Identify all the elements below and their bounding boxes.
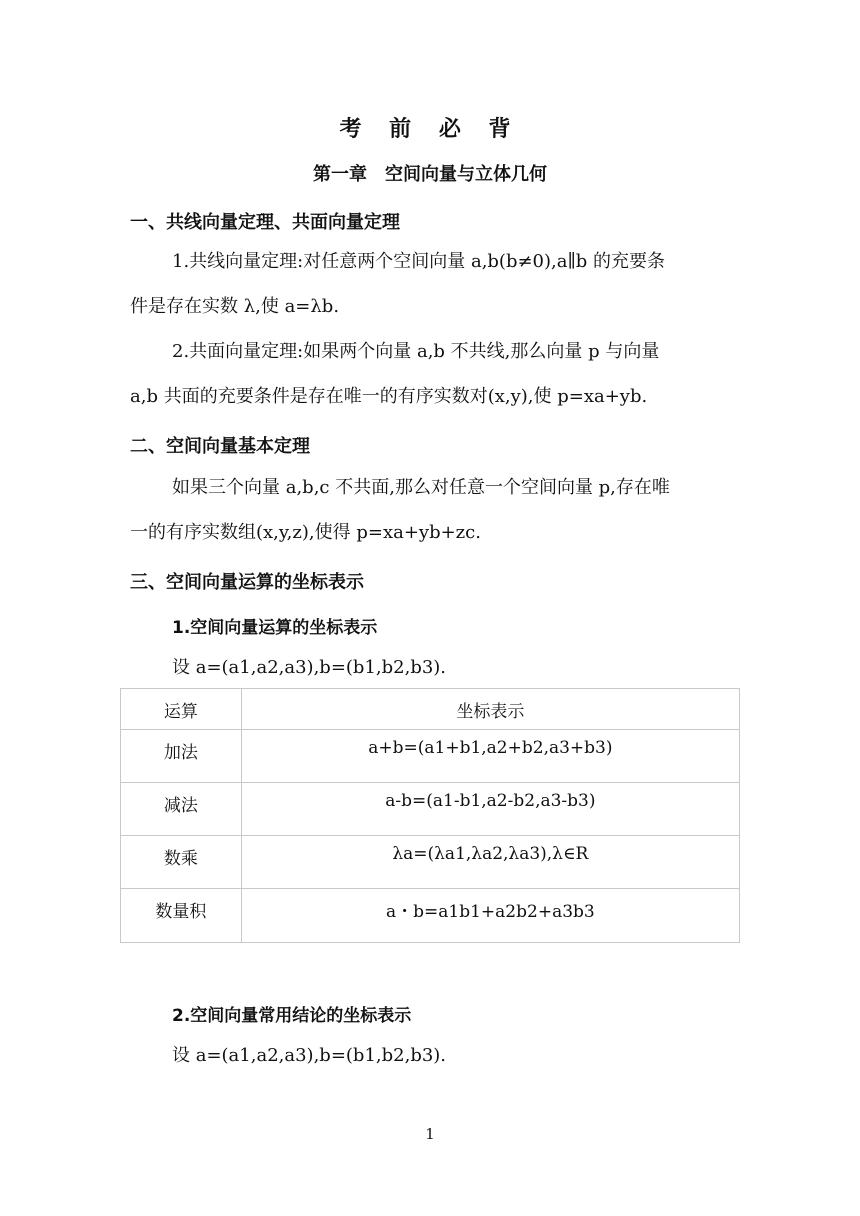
sec3-setup: 设 a=(a1,a2,a3),b=(b1,b2,b3). [172, 657, 447, 678]
section-3-heading: 三、空间向量运算的坐标表示 [130, 572, 364, 593]
table-header-repr: 坐标表示 [241, 689, 739, 730]
sec2-line1: 如果三个向量 a,b,c 不共面,那么对任意一个空间向量 p,存在唯 [172, 477, 670, 498]
page-title: 考 前 必 背 [339, 117, 521, 142]
table-row [121, 783, 740, 836]
table-cell-repr: a・b=a1b1+a2b2+a3b3 [241, 889, 739, 943]
table-header-op: 运算 [121, 689, 242, 730]
page-number: 1 [425, 1125, 435, 1143]
sec2-line2: 一的有序实数组(x,y,z),使得 p=xa+yb+zc. [130, 522, 481, 543]
sec1-p1-line1: 1.共线向量定理:对任意两个空间向量 a,b(b≠0),a∥b 的充要条 [172, 251, 666, 272]
table-cell-op: 数乘 [121, 836, 242, 889]
table-cell-op: 减法 [121, 783, 242, 836]
sec1-p2-line2: a,b 共面的充要条件是存在唯一的有序实数对(x,y),使 p=xa+yb. [130, 386, 648, 407]
coordinate-table [120, 688, 740, 943]
sec3-subheading-1: 1.空间向量运算的坐标表示 [172, 618, 378, 638]
table-cell-op: 数量积 [121, 889, 242, 943]
sec1-p1-line2: 件是存在实数 λ,使 a=λb. [130, 296, 340, 317]
section-2-heading: 二、空间向量基本定理 [130, 436, 310, 457]
sec3-subheading-2: 2.空间向量常用结论的坐标表示 [172, 1006, 412, 1026]
chapter-title: 第一章 空间向量与立体几何 [313, 164, 547, 185]
sec3-setup-2: 设 a=(a1,a2,a3),b=(b1,b2,b3). [172, 1045, 447, 1066]
table-header-row [121, 689, 740, 730]
section-1-heading: 一、共线向量定理、共面向量定理 [130, 212, 400, 233]
sec1-p2-line1: 2.共面向量定理:如果两个向量 a,b 不共线,那么向量 p 与向量 [172, 341, 660, 362]
table-cell-repr: a-b=(a1-b1,a2-b2,a3-b3) [241, 783, 739, 836]
table-cell-repr: λa=(λa1,λa2,λa3),λ∈R [241, 836, 739, 889]
table-row [121, 730, 740, 783]
table-cell-repr: a+b=(a1+b1,a2+b2,a3+b3) [241, 730, 739, 783]
table-cell-op: 加法 [121, 730, 242, 783]
table-row [121, 836, 740, 889]
table-row [121, 889, 740, 943]
